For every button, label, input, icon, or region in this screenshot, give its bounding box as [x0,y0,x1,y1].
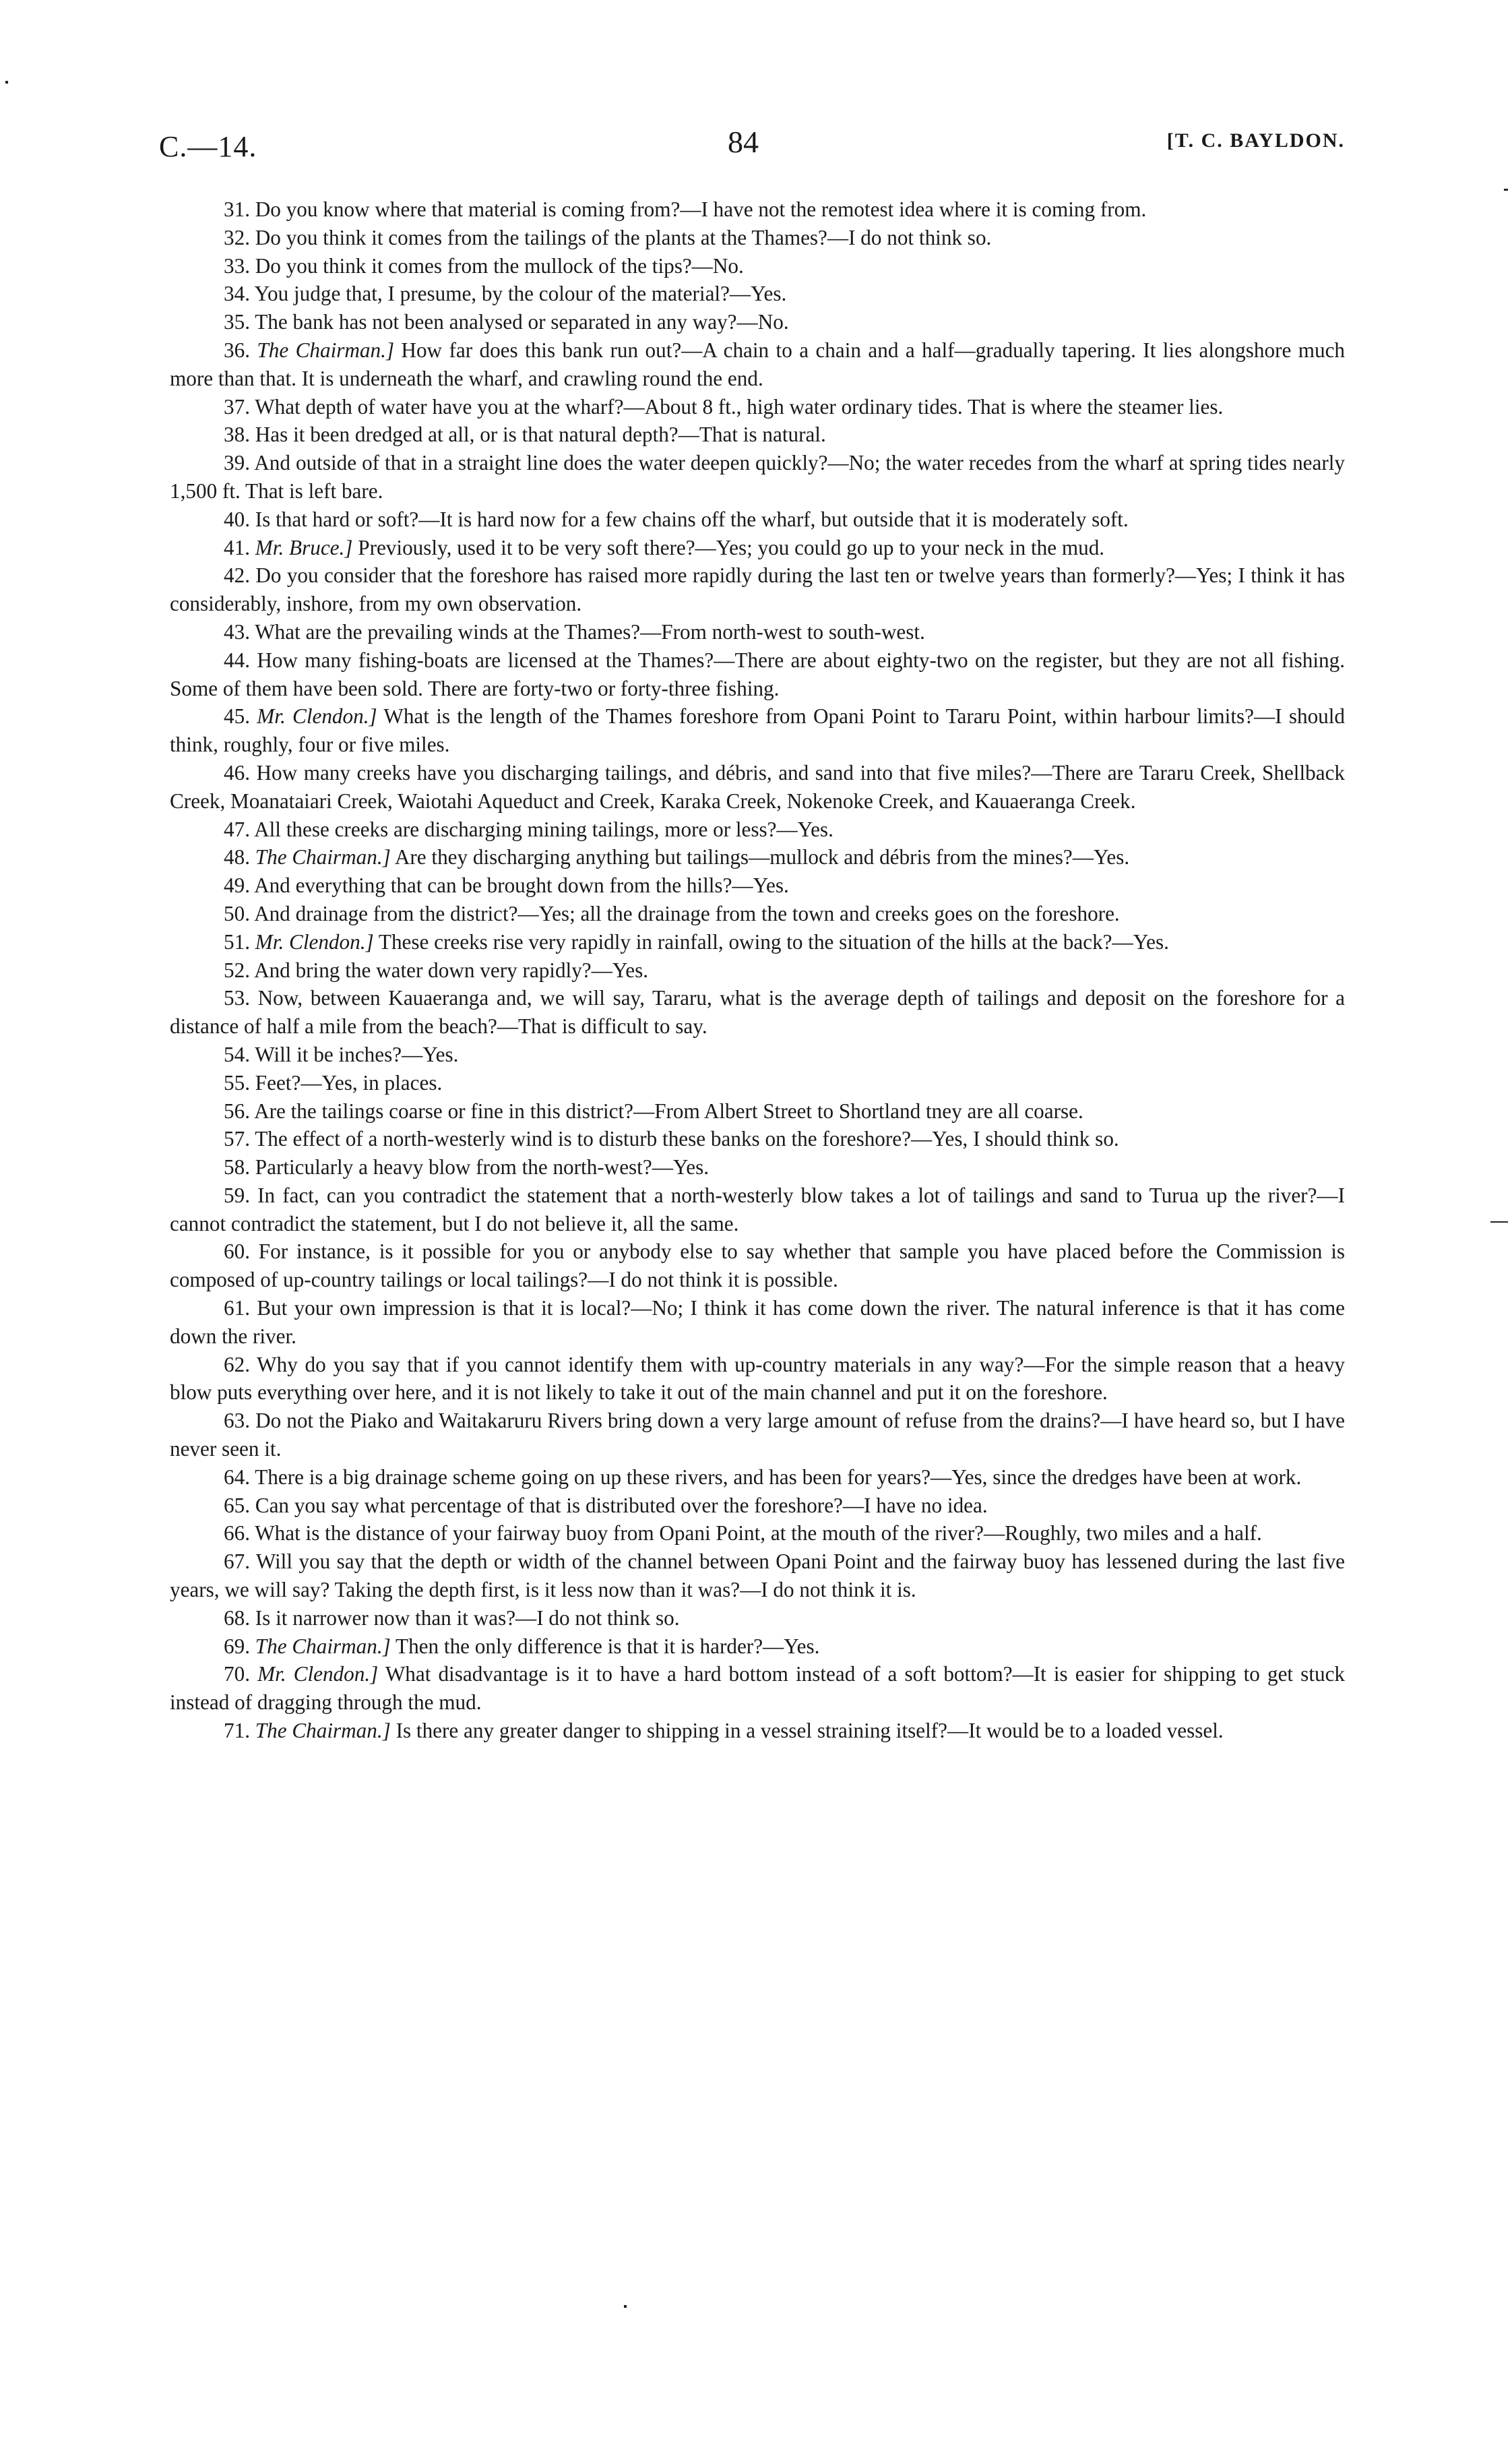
question-number: 63. [224,1409,250,1433]
question-answer-text: Can you say what percentage of that is distributed over the foreshore?—I have no idea. [255,1493,988,1517]
question-number: 45. [224,704,250,729]
question-number: 44. [224,648,250,672]
question-number: 36. [224,338,250,362]
testimony-paragraph [170,1660,1345,1717]
question-answer-text: And bring the water down very rapidly?—Yes. [254,958,649,982]
testimony-paragraph [170,1237,1345,1294]
question-number: 41. [224,535,250,559]
question-number: 64. [224,1465,250,1489]
margin-mark [624,2305,627,2308]
testimony-paragraph [170,1547,1345,1604]
question-answer-text: Why do you say that if you cannot identify them with up-country materials in any way?—For the simple reason that a heavy blow puts everything over here, and it is not likely to take it out of the main channel and put it on the foreshore. [170,1352,1346,1405]
speaker-name: The Chairman.] [255,845,391,869]
testimony-paragraph [170,1492,1345,1520]
question-number: 38. [224,423,250,447]
question-answer-text: What depth of water have you at the wharf?—About 8 ft., high water ordinary tides. That is where the steamer lies. [255,394,1224,419]
question-number: 70. [224,1662,250,1686]
page-number: 84 [728,125,759,159]
testimony-paragraph [170,1407,1345,1463]
question-number: 58. [224,1155,250,1179]
testimony-paragraph [170,393,1345,421]
question-answer-text: Is it narrower now than it was?—I do not think so. [255,1605,680,1630]
question-number: 34. [224,282,250,306]
testimony-paragraph [170,534,1345,562]
testimony-paragraph [170,646,1345,703]
question-number: 33. [224,253,250,278]
question-number: 47. [224,817,250,841]
question-answer-text: Is there any greater danger to shipping in a vessel straining itself?—It would be to a loaded vessel. [396,1719,1224,1743]
testimony-paragraph [170,1717,1345,1745]
testimony-paragraph [170,1519,1345,1547]
speaker-name: Mr. Clendon.] [255,929,374,954]
margin-mark [1490,1221,1508,1223]
testimony-paragraph [170,1463,1345,1492]
testimony-paragraph [170,1125,1345,1153]
testimony-paragraph [170,1351,1345,1407]
speaker-name: The Chairman.] [257,338,395,362]
question-answer-text: And outside of that in a straight line does the water deepen quickly?—No; the water recedes from the wharf at spring tides nearly 1,500 ft. That is left bare. [170,451,1345,503]
testimony-paragraph [170,1097,1345,1126]
testimony-paragraph [170,702,1345,759]
question-answer-text: Previously, used it to be very soft there?—Yes; you could go up to your neck in the mud. [358,535,1105,559]
testimony-paragraph [170,1069,1345,1097]
question-number: 39. [224,451,250,475]
testimony-paragraph [170,1182,1345,1238]
speaker-name: The Chairman.] [255,1719,391,1743]
question-answer-text: Now, between Kauaeranga and, we will say, Tararu, what is the average depth of tailings and deposit on the foreshore for a distance of half a mile from the beach?—That is difficult to say. [170,986,1345,1039]
question-answer-text: Will you say that the depth or width of the channel between Opani Point and the fairway buoy has lessened during the last five years, we will say? Taking the depth first, is it less now than it was?—I do not think it is. [170,1550,1346,1602]
question-answer-text: All these creeks are discharging mining tailings, more or less?—Yes. [254,817,833,841]
question-number: 60. [224,1239,250,1264]
question-number: 52. [224,958,250,982]
question-answer-text: Then the only difference is that it is harder?—Yes. [396,1634,820,1658]
testimony-paragraph [170,195,1345,224]
question-number: 50. [224,901,250,925]
testimony-paragraph [170,928,1345,956]
question-number: 42. [224,563,250,588]
question-number: 35. [224,310,250,334]
question-answer-text: Particularly a heavy blow from the north-west?—Yes. [255,1155,710,1179]
question-answer-text: Has it been dredged at all, or is that natural depth?—That is natural. [255,423,826,447]
question-answer-text: In fact, can you contradict the statement that a north-westerly blow takes a lot of tailings and sand to Turua up the river?—I cannot contradict the statement, but I do not believe it, all the same. [170,1183,1345,1235]
testimony-paragraph [170,280,1345,308]
testimony-paragraph [170,224,1345,252]
question-answer-text: You judge that, I presume, by the colour of the material?—Yes. [254,282,787,306]
question-number: 67. [224,1550,250,1574]
question-number: 69. [224,1634,250,1658]
testimony-paragraph [170,1153,1345,1182]
question-answer-text: But your own impression is that it is local?—No; I think it has come down the river. The natural inference is that it has come down the river. [170,1296,1346,1348]
witness-name: [T. C. BAYLDON. [1166,129,1345,152]
question-number: 46. [224,760,250,785]
question-number: 71. [224,1719,250,1743]
testimony-paragraph [170,421,1345,449]
question-answer-text: Do not the Piako and Waitakaruru Rivers bring down a very large amount of refuse from the drains?—I have heard so, but I have never seen it. [170,1409,1345,1461]
question-answer-text: What disadvantage is it to have a hard bottom instead of a soft bottom?—It is easier for shipping to get stuck instead of dragging through the mud. [170,1662,1346,1715]
question-answer-text: The bank has not been analysed or separated in any way?—No. [255,310,789,334]
testimony-paragraph [170,1604,1345,1632]
question-answer-text: Will it be inches?—Yes. [255,1042,459,1066]
testimony-paragraph [170,1632,1345,1661]
question-answer-text: Is that hard or soft?—It is hard now for a few chains off the wharf, but outside that it is moderately soft. [255,507,1129,531]
testimony-paragraph [170,505,1345,534]
question-answer-text: Do you know where that material is coming from?—I have not the remotest idea where it is coming from. [255,197,1147,221]
question-number: 62. [224,1352,250,1376]
testimony-paragraph [170,252,1345,280]
question-number: 43. [224,619,250,644]
question-answer-text: What is the length of the Thames foreshore from Opani Point to Tararu Point, within harbour limits?—I should think, roughly, four or five miles. [170,704,1346,757]
margin-mark [5,81,8,84]
question-answer-text: Feet?—Yes, in places. [255,1070,443,1095]
question-number: 68. [224,1605,250,1630]
testimony-paragraph [170,618,1345,646]
question-answer-text: How far does this bank run out?—A chain to a chain and a half—gradually tapering. It lies alongshore much more than that. It is underneath the wharf, and crawling round the end. [170,338,1346,390]
question-answer-text: Do you consider that the foreshore has raised more rapidly during the last ten or twelve years than formerly?—Yes; I think it has considerably, inshore, from my own observation. [170,563,1345,616]
question-answer-text: What is the distance of your fairway buoy from Opani Point, at the mouth of the river?—Roughly, two miles and a half. [255,1521,1262,1545]
question-number: 32. [224,225,250,249]
question-number: 49. [224,873,250,898]
question-number: 37. [224,394,250,419]
question-answer-text: What are the prevailing winds at the Thames?—From north-west to south-west. [255,619,925,644]
testimony-paragraph [170,308,1345,336]
question-answer-text: And everything that can be brought down from the hills?—Yes. [254,873,789,898]
question-number: 61. [224,1296,250,1320]
question-number: 53. [224,986,250,1010]
question-answer-text: How many fishing-boats are licensed at the Thames?—There are about eighty-two on the register, but they are not all fishing. Some of them have been sold. There are forty-two or forty-three fishing. [170,648,1345,700]
question-answer-text: Do you think it comes from the tailings of the plants at the Thames?—I do not think so. [255,225,992,249]
question-number: 57. [224,1127,250,1151]
question-number: 31. [224,197,250,221]
testimony-paragraph [170,871,1345,900]
question-answer-text: How many creeks have you discharging tailings, and débris, and sand into that five miles?—There are Tararu Creek, Shellback Creek, Moanataiari Creek, Waiotahi Aqueduct and Creek, Karaka Creek, Nokenoke Creek, and Kauaeranga Creek. [170,760,1346,813]
question-number: 40. [224,507,250,531]
question-answer-text: And drainage from the district?—Yes; all the drainage from the town and creeks goes on the foreshore. [254,901,1120,925]
question-number: 51. [224,929,250,954]
testimony-paragraph [170,336,1345,393]
testimony-paragraph [170,561,1345,618]
testimony-paragraph [170,843,1345,871]
testimony-paragraph [170,900,1345,928]
speaker-name: Mr. Bruce.] [255,535,353,559]
question-answer-text: There is a big drainage scheme going on up these rivers, and has been for years?—Yes, since the dredges have been at work. [255,1465,1302,1489]
testimony-paragraph [170,1041,1345,1069]
question-number: 59. [224,1183,250,1207]
question-answer-text: The effect of a north-westerly wind is to disturb these banks on the foreshore?—Yes, I should think so. [255,1127,1119,1151]
question-number: 65. [224,1493,250,1517]
testimony-paragraph [170,984,1345,1041]
testimony-paragraph [170,449,1345,505]
speaker-name: The Chairman.] [255,1634,391,1658]
question-answer-text: These creeks rise very rapidly in rainfall, owing to the situation of the hills at the back?—Yes. [378,929,1169,954]
testimony-paragraph [170,759,1345,816]
margin-mark [1504,189,1508,191]
testimony-body [170,195,1345,1745]
testimony-paragraph [170,956,1345,985]
question-number: 54. [224,1042,250,1066]
speaker-name: Mr. Clendon.] [257,1662,379,1686]
question-answer-text: Are the tailings coarse or fine in this district?—From Albert Street to Shortland tney are all coarse. [254,1099,1083,1123]
question-answer-text: For instance, is it possible for you or anybody else to say whether that sample you have placed before the Commission is composed of up-country tailings or local tailings?—I do not think it is possible. [170,1239,1345,1292]
page-header [159,125,1345,177]
testimony-paragraph [170,816,1345,844]
question-number: 66. [224,1521,250,1545]
question-number: 56. [224,1099,250,1123]
question-answer-text: Are they discharging anything but tailings—mullock and débris from the mines?—Yes. [394,845,1130,869]
question-number: 48. [224,845,250,869]
document-reference: C.—14. [159,130,257,163]
question-answer-text: Do you think it comes from the mullock of the tips?—No. [255,253,744,278]
testimony-paragraph [170,1294,1345,1351]
speaker-name: Mr. Clendon.] [257,704,377,729]
question-number: 55. [224,1070,250,1095]
